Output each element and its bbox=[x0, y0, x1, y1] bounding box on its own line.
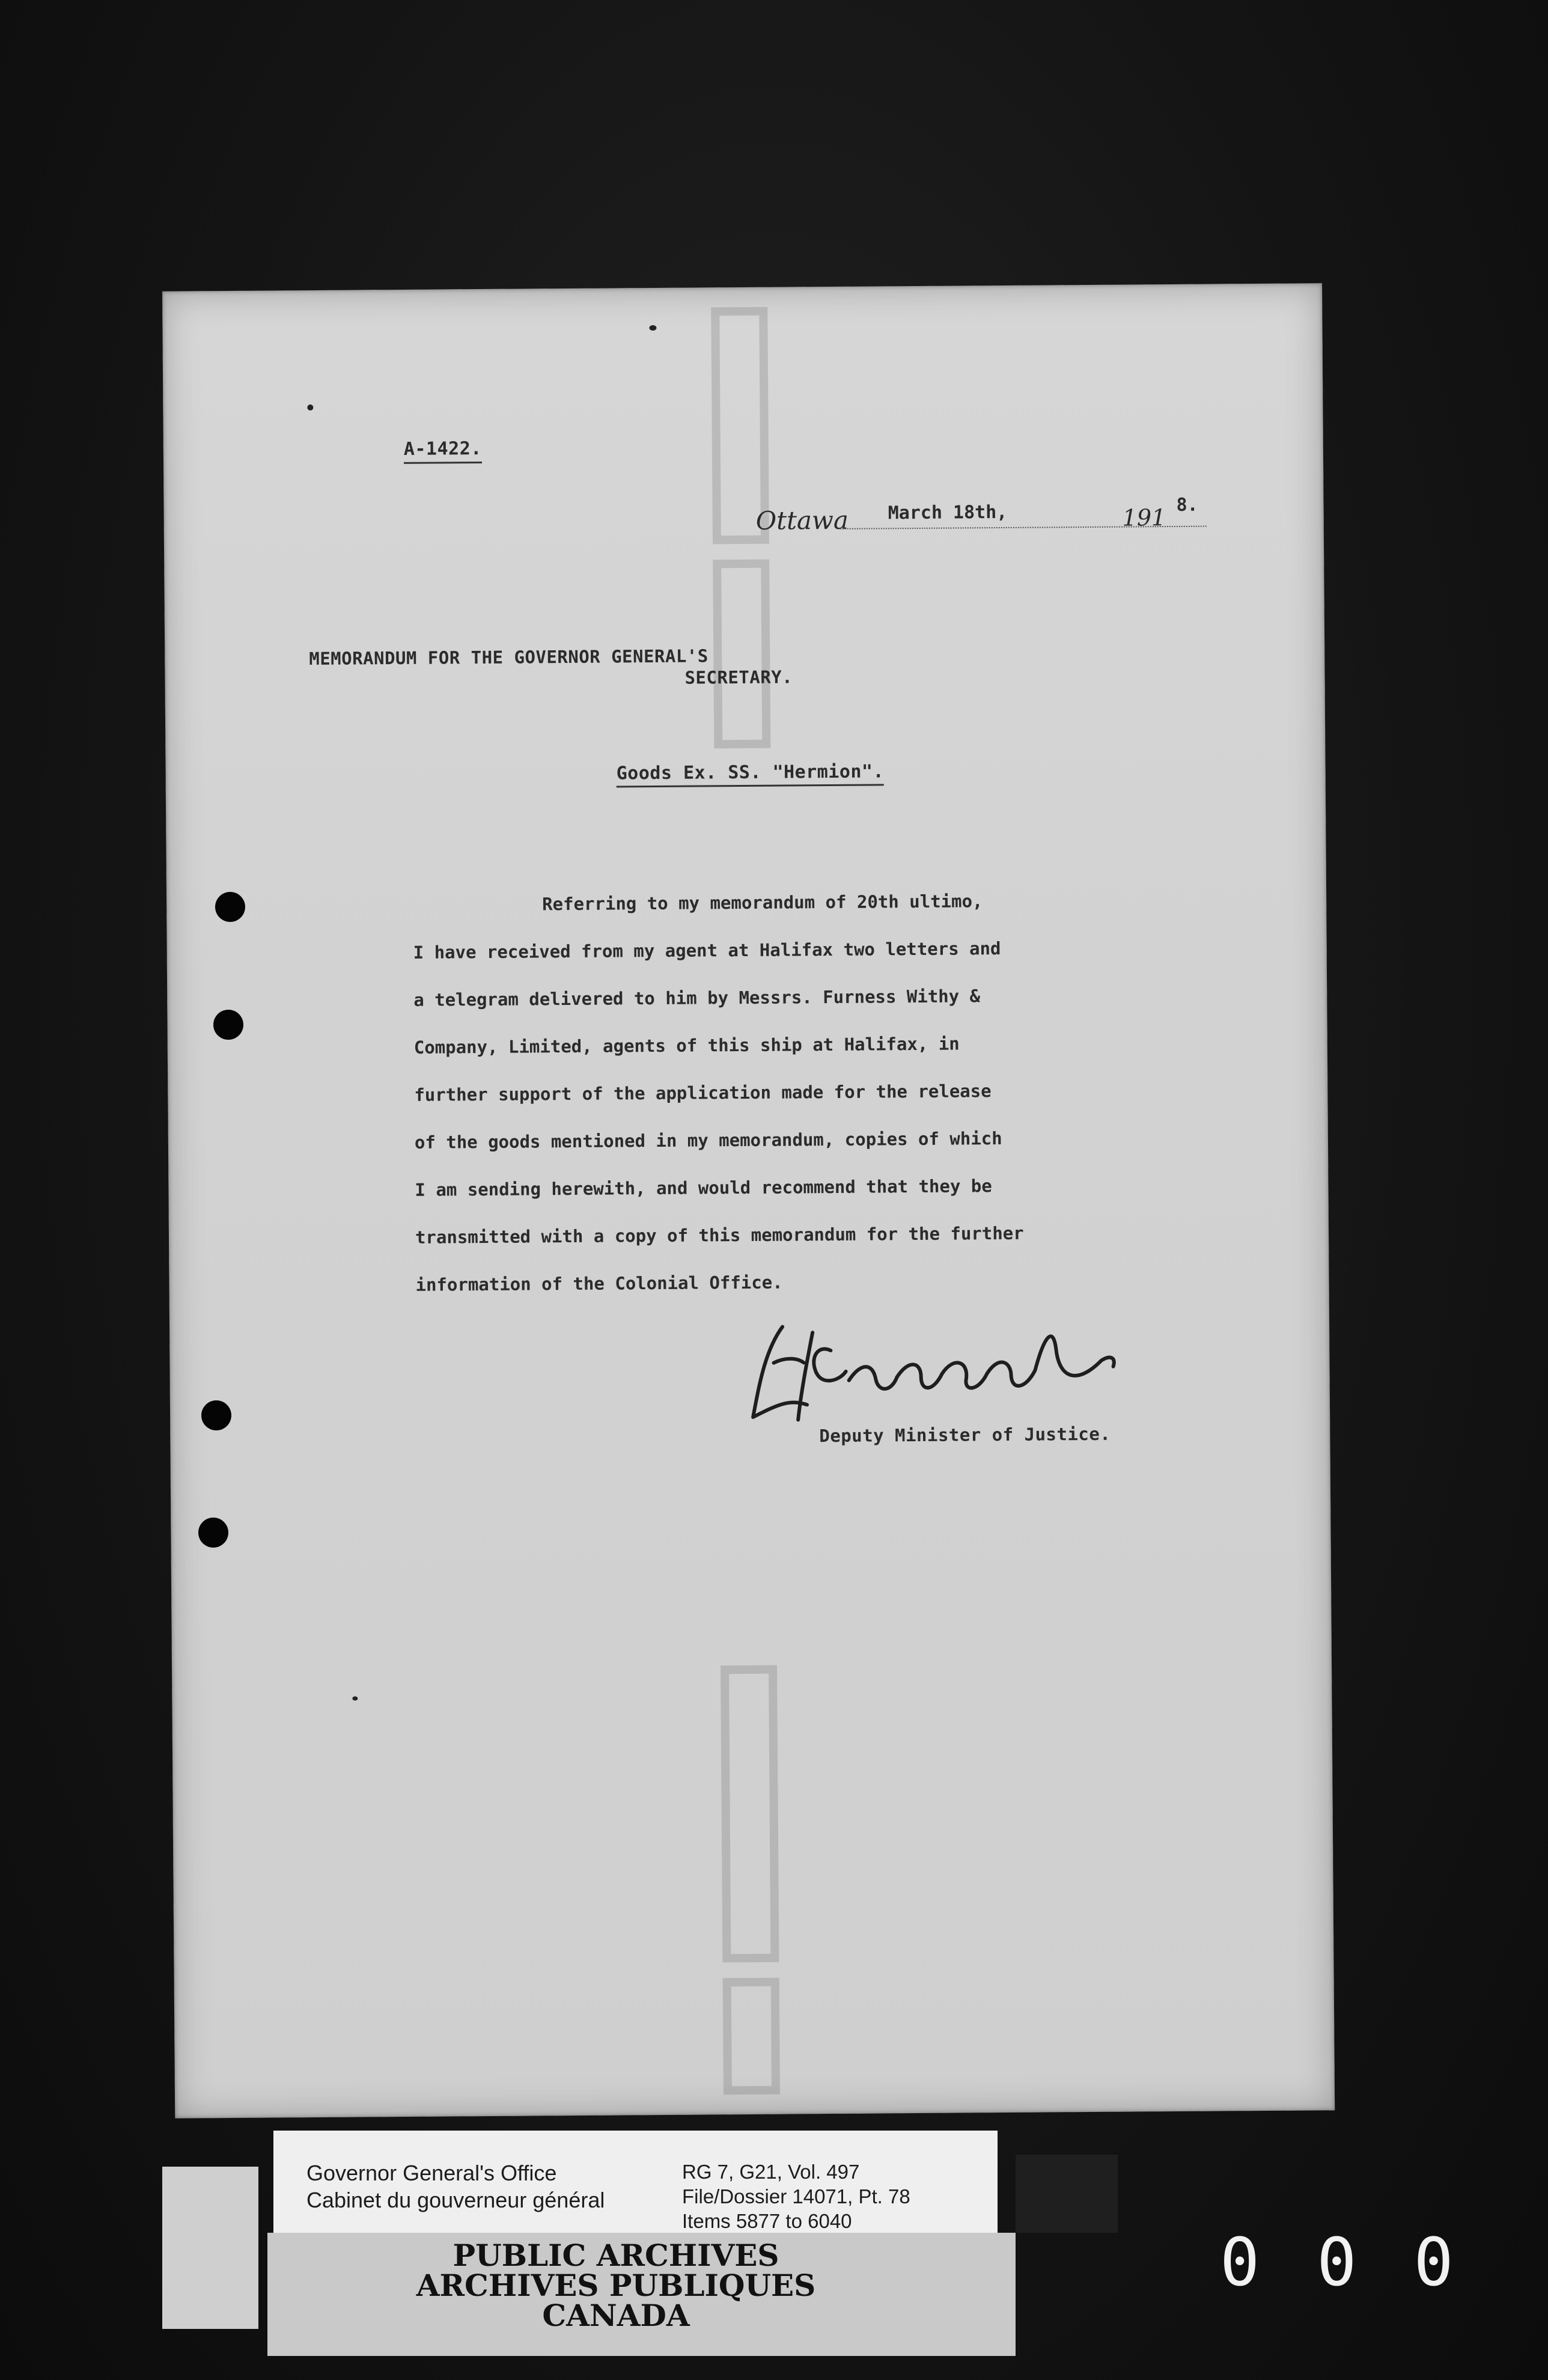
body-line: of the goods mentioned in my memorandum, copies of which bbox=[414, 1128, 1002, 1153]
place-name: Ottawa bbox=[755, 505, 849, 536]
place-date-line bbox=[755, 494, 1212, 537]
body-line: I have received from my agent at Halifax two letters and bbox=[413, 938, 1001, 963]
body-line: a telegram delivered to him by Messrs. Furness Withy & bbox=[413, 986, 981, 1010]
memo-heading-line1: MEMORANDUM FOR THE GOVERNOR GENERAL'S bbox=[309, 645, 708, 670]
item-range: Items 5877 to 6040 bbox=[682, 2210, 852, 2232]
fonds-name-fr: Cabinet du gouverneur général bbox=[306, 2188, 605, 2212]
file-dossier: File/Dossier 14071, Pt. 78 bbox=[682, 2185, 910, 2208]
film-margin-strip bbox=[1016, 2155, 1118, 2233]
memo-heading-line2: SECRETARY. bbox=[684, 667, 793, 688]
handwritten-signature bbox=[740, 1313, 1126, 1435]
ink-speck bbox=[352, 1697, 358, 1701]
typed-year: 8. bbox=[1176, 494, 1198, 516]
stamp-line-fr: ARCHIVES PUBLIQUES bbox=[416, 2268, 816, 2303]
printed-year: 191 bbox=[1122, 504, 1166, 531]
body-line: further support of the application made for the release bbox=[414, 1081, 992, 1105]
archive-reference bbox=[682, 2159, 910, 2233]
subject-heading: Goods Ex. SS. "Hermion". bbox=[617, 761, 885, 787]
punch-hole bbox=[215, 892, 245, 922]
document-page bbox=[162, 283, 1335, 2118]
date-text: March 18th, bbox=[888, 501, 1008, 524]
punch-hole bbox=[213, 1010, 243, 1040]
film-margin-strip bbox=[162, 2167, 258, 2329]
ink-speck bbox=[649, 325, 656, 331]
body-line: I am sending herewith, and would recommend that they be bbox=[415, 1176, 992, 1200]
punch-hole bbox=[198, 1518, 228, 1548]
stamp-line-en: PUBLIC ARCHIVES bbox=[453, 2238, 779, 2273]
body-line: information of the Colonial Office. bbox=[415, 1272, 783, 1295]
body-line: Company, Limited, agents of this ship at Halifax, in bbox=[413, 1033, 960, 1058]
body-paragraph bbox=[413, 876, 1245, 1309]
fonds-name bbox=[306, 2159, 605, 2214]
microfilm-frame-counter: 000 bbox=[1220, 2224, 1511, 2301]
stamp-line-country: CANADA bbox=[542, 2298, 690, 2333]
reference-number: A-1422. bbox=[404, 438, 482, 464]
signatory-title: Deputy Minister of Justice. bbox=[819, 1423, 1111, 1447]
body-line: Referring to my memorandum of 20th ultimo, bbox=[542, 891, 983, 915]
public-archives-stamp bbox=[270, 2238, 961, 2333]
ink-speck bbox=[307, 404, 313, 410]
record-group: RG 7, G21, Vol. 497 bbox=[682, 2161, 860, 2183]
punch-hole bbox=[201, 1400, 231, 1430]
fonds-name-en: Governor General's Office bbox=[306, 2161, 557, 2185]
body-line: transmitted with a copy of this memorandum for the further bbox=[415, 1222, 1024, 1248]
archive-reference-label bbox=[273, 2131, 998, 2233]
